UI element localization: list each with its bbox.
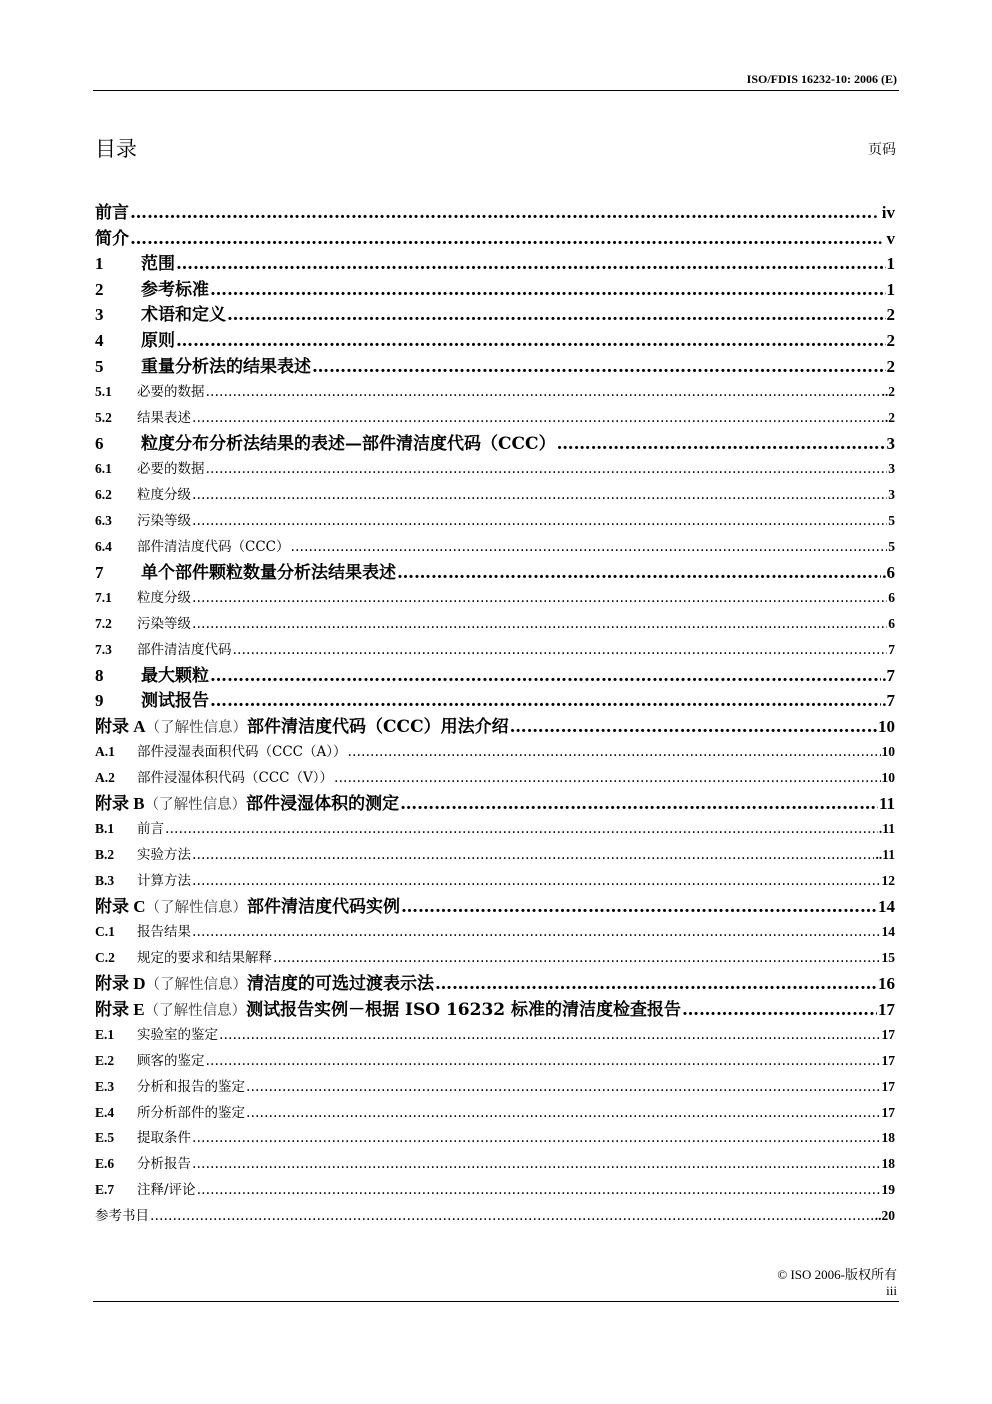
toc-leader-dots <box>273 946 881 971</box>
toc-leader-dots <box>176 329 886 354</box>
toc-entry-title: 单个部件颗粒数量分析法结果表述 <box>141 562 396 583</box>
toc-entry-title: 简介 <box>95 228 129 249</box>
toc-entry-number: 附录 B <box>95 793 145 813</box>
toc-entry-title: 必要的数据 <box>137 384 205 401</box>
toc-entry-page: 18 <box>881 1156 895 1172</box>
toc-entry-number: 1 <box>95 254 104 274</box>
toc-leader-dots <box>192 483 887 508</box>
toc-leader-dots <box>557 432 886 457</box>
toc-entry[interactable] <box>95 200 895 226</box>
toc-entry-title: 清洁度的可选过渡表示法 <box>247 974 435 995</box>
toc-entry-page: .2 <box>884 409 895 425</box>
toc-entry-page: 1 <box>886 279 895 299</box>
toc-entry-title: 部件清洁度代码（CCC）用法介绍 <box>247 716 509 737</box>
toc-entry-number: B.3 <box>95 873 115 889</box>
toc-entry-page: 6 <box>888 615 895 631</box>
toc-leader-dots <box>197 1178 881 1203</box>
toc-entry-title: 测试报告 <box>141 691 209 712</box>
toc-entry-title: 注释/评论 <box>137 1182 196 1199</box>
toc-entry[interactable] <box>95 1125 895 1151</box>
toc-entry-title: 部件清洁度代码实例 <box>247 896 401 917</box>
toc-entry[interactable] <box>95 379 895 405</box>
toc-entry[interactable] <box>95 251 895 277</box>
toc-entry-number: A.1 <box>95 744 115 760</box>
toc-leader-dots <box>192 612 887 637</box>
toc-leader-dots <box>334 766 881 791</box>
toc-entry-page: 17 <box>881 1104 895 1120</box>
toc-entry-number: E.1 <box>95 1027 115 1043</box>
toc-entry-number: 附录 D <box>95 974 146 994</box>
toc-entry[interactable] <box>95 302 895 328</box>
toc-entry-number: 7.3 <box>95 641 112 657</box>
toc-entry-number: A.2 <box>95 770 115 786</box>
toc-entry-number: 附录 A <box>95 716 146 736</box>
toc-entry-title: 最大颗粒 <box>141 665 209 686</box>
toc-entry[interactable] <box>95 560 895 586</box>
toc-entry[interactable] <box>95 816 895 842</box>
toc-leader-dots <box>192 406 884 431</box>
toc-entry-title: 实验室的鉴定 <box>137 1027 218 1044</box>
toc-entry[interactable] <box>95 971 895 997</box>
toc-entry-title: 规定的要求和结果解释 <box>137 950 272 967</box>
toc-leader-dots <box>176 252 886 277</box>
toc-entry-number: 7 <box>95 562 104 582</box>
footer-rule <box>93 1301 899 1302</box>
toc-entry-page: 18 <box>881 1130 895 1146</box>
toc-entry-title: 部件浸湿体积代码（CCC（V）） <box>137 770 333 787</box>
toc-leader-dots <box>192 586 887 611</box>
toc-entry-page: 17 <box>878 999 895 1019</box>
toc-entry-title: 范围 <box>141 254 175 275</box>
toc-entry-page: 11 <box>878 793 895 813</box>
toc-entry-number: B.1 <box>95 821 115 837</box>
toc-entry-title: 顾客的鉴定 <box>137 1053 205 1070</box>
toc-entry-number: 7.1 <box>95 590 112 606</box>
toc-entry-title: 前言 <box>95 203 129 223</box>
toc-entry[interactable] <box>95 1151 895 1177</box>
toc-entry-number: 3 <box>95 305 104 325</box>
toc-leader-dots <box>210 278 886 303</box>
toc-entry-title: 部件清洁度代码（CCC） <box>137 538 290 555</box>
toc-entry-number: E.5 <box>95 1130 115 1146</box>
toc-entry-number: E.3 <box>95 1078 115 1094</box>
toc-leader-dots <box>227 303 886 328</box>
toc-entry-page: 10 <box>881 744 895 760</box>
toc-entry[interactable] <box>95 456 895 482</box>
toc-entry[interactable] <box>95 405 895 431</box>
toc-entry-page: 3 <box>888 461 895 477</box>
toc-entry-title: 原则 <box>141 330 175 351</box>
toc-entry-page: .7 <box>882 665 895 685</box>
toc-leader-dots <box>397 561 881 586</box>
toc-leader-dots <box>130 227 877 252</box>
table-of-contents <box>95 200 895 1228</box>
toc-entry-page: 14 <box>878 896 895 916</box>
toc-entry-title: 污染等级 <box>137 615 191 632</box>
toc-entry[interactable] <box>95 765 895 791</box>
toc-entry-number: E.2 <box>95 1053 115 1069</box>
toc-entry[interactable] <box>95 585 895 611</box>
toc-heading: 目录 <box>95 137 137 161</box>
toc-entry-page: 12 <box>881 873 895 889</box>
toc-leader-dots <box>401 895 877 920</box>
toc-entry-page: ..11 <box>875 847 895 863</box>
toc-leader-dots <box>510 715 877 740</box>
toc-leader-dots <box>192 843 874 868</box>
toc-entry-number: E.4 <box>95 1104 115 1120</box>
toc-entry-page: . v <box>878 228 895 248</box>
toc-entry-page: 2 <box>886 330 895 350</box>
toc-entry-page: ..2 <box>881 384 895 400</box>
toc-entry[interactable] <box>95 663 895 689</box>
toc-leader-dots <box>192 869 881 894</box>
toc-entry-title: 粒度分布分析法结果的表述—部件清洁度代码（CCC） <box>141 433 556 454</box>
toc-leader-dots <box>192 1152 881 1177</box>
toc-entry[interactable] <box>95 354 895 380</box>
toc-entry-page: 10 <box>878 716 895 736</box>
toc-leader-dots <box>130 201 872 226</box>
toc-entry-page: 17 <box>881 1053 895 1069</box>
toc-leader-dots <box>246 1075 881 1100</box>
toc-entry[interactable] <box>95 637 895 663</box>
running-header <box>93 70 899 91</box>
toc-leader-dots <box>206 457 888 482</box>
toc-entry-annex-note: （了解性信息） <box>144 796 247 813</box>
toc-entry-title: 结果表述 <box>137 409 191 426</box>
toc-entry-page: 15 <box>881 950 895 966</box>
toc-entry-number: E.6 <box>95 1156 115 1172</box>
toc-entry-page: 3 <box>886 433 895 453</box>
toc-entry-number: 6.1 <box>95 461 112 477</box>
toc-entry-number: E.7 <box>95 1182 115 1198</box>
toc-leader-dots <box>210 689 881 714</box>
toc-entry-annex-note: （了解性信息） <box>145 899 248 916</box>
toc-entry-annex-note: （了解性信息） <box>145 977 248 994</box>
toc-entry[interactable] <box>95 1203 895 1229</box>
toc-entry[interactable] <box>95 739 895 765</box>
toc-entry-title: 重量分析法的结果表述 <box>141 356 311 377</box>
toc-entry-page: 6 <box>888 590 895 606</box>
toc-entry-title: 分析和报告的鉴定 <box>137 1078 245 1095</box>
toc-entry[interactable] <box>95 791 895 817</box>
toc-entry[interactable] <box>95 1100 895 1126</box>
toc-entry[interactable] <box>95 534 895 560</box>
toc-leader-dots <box>219 1023 881 1048</box>
page-column-label: 页码 <box>868 142 896 158</box>
toc-entry-title: 术语和定义 <box>141 305 226 326</box>
toc-entry[interactable] <box>95 277 895 303</box>
page-number: iii <box>886 1283 897 1298</box>
toc-entry-page: 5 <box>888 512 895 528</box>
toc-leader-dots <box>206 380 881 405</box>
toc-entry-page: 19 <box>881 1182 895 1198</box>
toc-entry[interactable] <box>95 945 895 971</box>
toc-entry-title: 污染等级 <box>137 512 191 529</box>
toc-entry-page: 14 <box>881 924 895 940</box>
toc-entry-number: 6.3 <box>95 512 112 528</box>
toc-entry[interactable] <box>95 714 895 740</box>
toc-entry-page: ..20 <box>874 1207 895 1223</box>
toc-entry[interactable] <box>95 611 895 637</box>
document-id: ISO/FDIS 16232-10: 2006 (E) <box>746 72 897 86</box>
toc-entry[interactable] <box>95 997 895 1023</box>
toc-leader-dots <box>246 1101 881 1126</box>
toc-entry-title: 参考标准 <box>141 279 209 300</box>
toc-entry[interactable] <box>95 919 895 945</box>
toc-entry-title: 实验方法 <box>137 847 191 864</box>
toc-entry-annex-note: （了解性信息） <box>145 719 248 736</box>
toc-entry[interactable] <box>95 226 895 252</box>
toc-leader-dots <box>435 972 877 997</box>
toc-leader-dots <box>233 638 888 663</box>
toc-entry-title: 参考书目 <box>95 1207 149 1224</box>
toc-entry-title: 分析报告 <box>137 1156 191 1173</box>
toc-leader-dots <box>192 920 881 945</box>
toc-entry-title: 测试报告实例－根据 ISO 16232 标准的清洁度检查报告 <box>246 999 682 1020</box>
toc-entry-number: 9 <box>95 691 104 711</box>
toc-entry-number: 附录 C <box>95 896 146 916</box>
toc-entry-number: 5.2 <box>95 409 112 425</box>
toc-entry-page: .11 <box>878 821 895 837</box>
toc-entry-page: 2 <box>886 356 895 376</box>
toc-entry-number: B.2 <box>95 847 115 863</box>
toc-entry-title: 前言 <box>137 821 164 838</box>
toc-entry-annex-note: （了解性信息） <box>144 1002 247 1019</box>
toc-entry-number: C.2 <box>95 950 115 966</box>
toc-entry-number: 8 <box>95 665 104 685</box>
toc-entry[interactable] <box>95 894 895 920</box>
toc-entry[interactable] <box>95 868 895 894</box>
toc-leader-dots <box>192 1126 881 1151</box>
toc-entry-title: 粒度分级 <box>137 590 191 607</box>
toc-entry-number: 附录 E <box>95 999 145 1019</box>
toc-entry-title: 粒度分级 <box>137 487 191 504</box>
toc-entry-page: 5 <box>888 538 895 554</box>
toc-entry[interactable] <box>95 1022 895 1048</box>
toc-entry-page: 17 <box>881 1078 895 1094</box>
toc-entry[interactable] <box>95 1177 895 1203</box>
toc-entry-page: 17 <box>881 1027 895 1043</box>
toc-entry[interactable] <box>95 688 895 714</box>
toc-leader-dots <box>348 740 881 765</box>
toc-entry-page: 10 <box>881 770 895 786</box>
toc-leader-dots <box>206 1049 881 1074</box>
toc-entry-title: 部件清洁度代码 <box>137 641 232 658</box>
toc-leader-dots <box>400 792 878 817</box>
toc-entry-title: 计算方法 <box>137 873 191 890</box>
toc-entry-title: 部件浸湿表面积代码（CCC（A）） <box>137 744 347 761</box>
toc-leader-dots <box>192 509 887 534</box>
toc-entry-number: 6.4 <box>95 538 112 554</box>
toc-leader-dots <box>682 998 877 1023</box>
toc-entry-title: 提取条件 <box>137 1130 191 1147</box>
toc-leader-dots <box>312 355 886 380</box>
toc-entry-page: .6 <box>882 562 895 582</box>
toc-entry-page: 7 <box>888 641 895 657</box>
toc-entry[interactable] <box>95 1048 895 1074</box>
toc-entry-number: 5.1 <box>95 384 112 400</box>
toc-entry-number: 6 <box>95 433 104 453</box>
toc-entry-page: 16 <box>878 974 895 994</box>
toc-entry-number: 4 <box>95 330 104 350</box>
toc-entry-page: 1 <box>886 254 895 274</box>
toc-entry-title: 必要的数据 <box>137 461 205 478</box>
toc-entry[interactable] <box>95 1074 895 1100</box>
toc-leader-dots <box>210 664 881 689</box>
toc-entry-number: 7.2 <box>95 615 112 631</box>
toc-entry-title: 所分析部件的鉴定 <box>137 1104 245 1121</box>
toc-entry-title: 报告结果 <box>137 924 191 941</box>
toc-entry[interactable] <box>95 842 895 868</box>
toc-entry-page: .7 <box>882 691 895 711</box>
toc-entry-page: 2 <box>886 305 895 325</box>
toc-entry-number: 5 <box>95 356 104 376</box>
toc-entry[interactable] <box>95 508 895 534</box>
toc-entry-page: 3 <box>888 487 895 503</box>
toc-entry-number: C.1 <box>95 924 115 940</box>
toc-entry-page: . iv <box>873 203 895 222</box>
toc-entry[interactable] <box>95 328 895 354</box>
toc-entry-number: 6.2 <box>95 487 112 503</box>
toc-entry-title: 部件浸湿体积的测定 <box>246 793 400 814</box>
toc-entry-number: 2 <box>95 279 104 299</box>
toc-leader-dots <box>291 535 888 560</box>
toc-leader-dots <box>165 817 878 842</box>
copyright-notice: © ISO 2006-版权所有 <box>777 1267 897 1282</box>
toc-leader-dots <box>150 1204 874 1229</box>
toc-entry[interactable] <box>95 431 895 457</box>
toc-entry[interactable] <box>95 482 895 508</box>
